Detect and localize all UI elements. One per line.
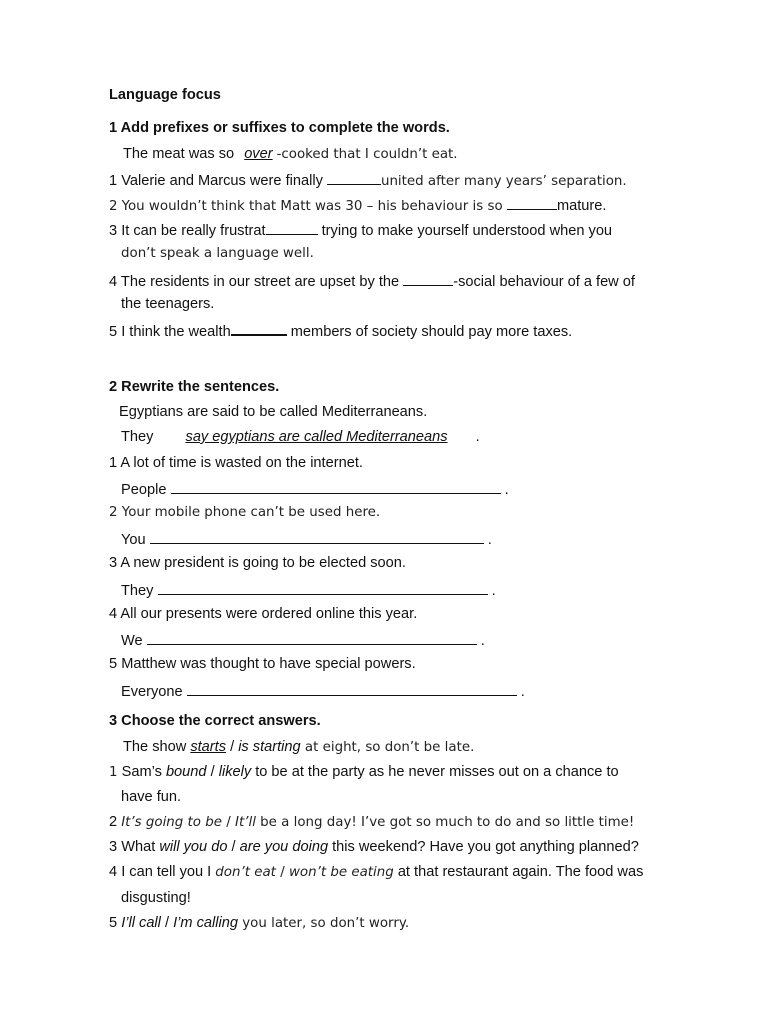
section2-answer-line-2: You . — [121, 529, 492, 549]
section1-example: The meat was so over -cooked that I couldn’t eat. — [123, 146, 458, 162]
answer-blank[interactable] — [327, 170, 381, 185]
answer-blank[interactable] — [507, 195, 557, 210]
option-b[interactable]: are you doing — [239, 839, 329, 855]
option-a[interactable]: will you do — [159, 839, 228, 855]
option-a[interactable]: bound — [165, 764, 207, 780]
answer-blank[interactable] — [150, 529, 484, 544]
section2-example-sentence: Egyptians are said to be called Mediterraneans. — [119, 404, 428, 420]
section1-question-4: 4 The residents in our street are upset by the -social behaviour of a few of — [109, 271, 635, 291]
page-title: Language focus — [109, 87, 221, 103]
section3-question-5: 5 I’ll call / I’m calling you later, so don’t worry. — [109, 915, 410, 931]
option-b[interactable]: won’t be eating — [288, 865, 394, 880]
answer-blank[interactable] — [187, 681, 517, 696]
section3-question-4-cont: disgusting! — [121, 890, 191, 906]
option-a[interactable]: starts — [190, 739, 227, 755]
section3-question-4: 4 I can tell you I don’t eat / won’t be eating at that restaurant again. The food was — [109, 864, 644, 880]
section2-question-5: 5 Matthew was thought to have special powers. — [109, 656, 416, 672]
section1-question-3: 3 It can be really frustrat trying to make yourself understood when you — [109, 220, 612, 240]
section2-answer-line-4: We . — [121, 630, 485, 650]
section3-question-1-cont: have fun. — [121, 789, 182, 805]
example-answer: over — [244, 146, 273, 162]
option-a[interactable]: It’s going to be — [121, 815, 222, 830]
section2-answer-line-3: They . — [121, 580, 496, 600]
section2-question-4: 4 All our presents were ordered online this year. — [109, 606, 418, 622]
answer-blank[interactable] — [266, 220, 318, 235]
option-a[interactable]: I’ll call — [121, 915, 161, 931]
section1-question-2: 2 You wouldn’t think that Matt was 30 – his behaviour is so mature. — [109, 195, 606, 216]
section1-question-3-cont: don’t speak a language well. — [121, 246, 314, 261]
section3-question-1: 1 Sam’s bound / likely to be at the party as he never misses out on a chance to — [109, 764, 619, 780]
answer-blank[interactable] — [147, 630, 477, 645]
example-answer: say egyptians are called Mediterraneans — [185, 429, 448, 445]
section2-question-1: 1 A lot of time is wasted on the internet. — [109, 455, 363, 471]
section1-question-4-cont: the teenagers. — [121, 296, 215, 312]
option-b[interactable]: likely — [218, 764, 252, 780]
section1-question-5: 5 I think the wealth members of society should pay more taxes. — [109, 320, 572, 341]
section1-heading: 1 Add prefixes or suffixes to complete the words. — [109, 120, 450, 136]
option-b[interactable]: is starting — [238, 739, 301, 755]
answer-blank[interactable] — [403, 271, 453, 286]
section1-question-1: 1 Valerie and Marcus were finally united after many years’ separation. — [109, 170, 627, 191]
section3-heading: 3 Choose the correct answers. — [109, 713, 321, 729]
answer-blank[interactable] — [158, 580, 488, 595]
section3-example: The show starts / is starting at eight, so don’t be late. — [123, 739, 475, 755]
option-a[interactable]: don’t eat — [215, 865, 276, 880]
section2-example-answer-line: They say egyptians are called Mediterraneans . — [121, 429, 480, 445]
option-b[interactable]: I’m calling — [173, 915, 238, 931]
section3-question-2: 2 It’s going to be / It’ll be a long day! I’ve got so much to do and so little time! — [109, 814, 635, 830]
section2-answer-line-5: Everyone . — [121, 681, 525, 701]
section2-question-3: 3 A new president is going to be elected soon. — [109, 555, 406, 571]
option-b[interactable]: It’ll — [235, 815, 256, 830]
answer-blank[interactable] — [231, 320, 287, 336]
section2-heading: 2 Rewrite the sentences. — [109, 379, 280, 395]
answer-blank[interactable] — [171, 479, 501, 494]
section2-question-2: 2 Your mobile phone can’t be used here. — [109, 505, 381, 520]
section2-answer-line-1: People . — [121, 479, 509, 499]
section3-question-3: 3 What will you do / are you doing this weekend? Have you got anything planned? — [109, 839, 639, 855]
